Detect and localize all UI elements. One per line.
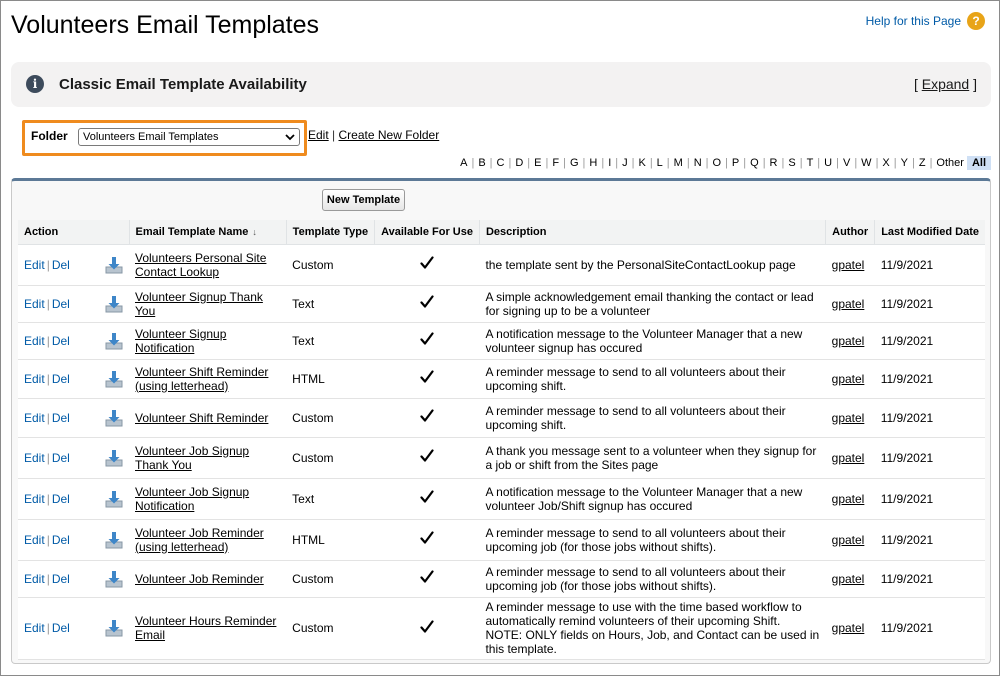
author-cell [826,359,875,398]
template-name-cell [129,398,286,437]
download-cell [105,437,129,478]
folder-select[interactable] [78,128,300,146]
description-cell: A reminder message to send to all volunteers about their upcoming job (for those jobs without shifts). [479,560,825,597]
header-description[interactable]: Description [479,220,825,244]
template-name-cell [129,560,286,597]
modified-date-cell: 11/9/2021 [875,437,985,478]
alpha-filter-letter[interactable]: S [788,157,796,169]
alpha-filter-letter[interactable]: U [824,157,833,169]
template-name-cell [129,478,286,519]
alpha-separator: | [836,157,839,169]
row-actions: Edit | Del [18,285,105,322]
template-name-link[interactable]: Volunteer Signup Thank You [135,289,263,318]
table-row [18,560,985,597]
author-link[interactable]: gpatel [831,410,865,425]
author-link[interactable]: gpatel [831,450,865,465]
alpha-separator: | [911,157,915,169]
description-cell: A reminder message to send to all volunteers about their upcoming shift. [479,359,825,398]
checkmark-icon [420,295,434,309]
modified-date-cell: 11/9/2021 [875,597,985,659]
template-type-cell: Custom [286,437,374,478]
table-row [18,359,985,398]
alpha-filter-all[interactable]: All [967,156,991,170]
template-name-cell [129,519,286,560]
template-name-cell [129,359,286,398]
alpha-filter-letter[interactable]: C [496,157,505,169]
row-actions: Edit | Del [18,519,105,560]
alpha-filter-letter[interactable]: L [656,157,663,169]
header-modified[interactable]: Last Modified Date [875,220,985,244]
available-cell [375,437,480,478]
template-type-cell: Text [286,478,374,519]
table-row [18,437,985,478]
folder-links: Edit | Create New Folder [308,128,440,142]
available-cell [375,560,480,597]
delete-link[interactable]: Del [51,450,70,465]
delete-link[interactable]: Del [51,410,70,425]
alpha-filter-letter[interactable]: J [622,157,628,169]
alpha-filter-letter[interactable]: I [608,157,612,169]
template-type-cell: Text [286,322,374,359]
template-name-cell [129,437,286,478]
download-icon[interactable] [105,619,123,637]
edit-link[interactable]: Edit [24,333,45,348]
modified-date-cell: 11/9/2021 [875,519,985,560]
template-name-link[interactable]: Volunteer Signup Notification [135,326,227,355]
modified-date-cell: 11/9/2021 [875,285,985,322]
edit-link[interactable]: Edit [24,571,45,586]
alpha-separator: | [666,157,670,169]
checkmark-icon [420,370,434,384]
author-cell [826,437,875,478]
alpha-filter-letter[interactable]: E [534,157,542,169]
row-actions: Edit | Del [18,597,105,659]
table-row [18,478,985,519]
row-actions: Edit | Del [18,560,105,597]
checkmark-icon [420,449,434,463]
alpha-filter-letter[interactable]: N [693,157,702,169]
available-cell [375,597,480,659]
alpha-filter-letter[interactable]: B [478,157,486,169]
download-cell [105,597,129,659]
alpha-separator: | [875,157,879,169]
author-cell [826,285,875,322]
author-link[interactable]: gpatel [831,571,865,586]
template-type-cell: HTML [286,519,374,560]
download-icon[interactable] [105,332,123,350]
modified-date-cell: 11/9/2021 [875,244,985,285]
delete-link[interactable]: Del [51,296,70,311]
download-icon[interactable] [105,570,123,588]
author-link[interactable]: gpatel [831,532,865,547]
available-cell [375,322,480,359]
alpha-separator: | [527,157,531,169]
alpha-filter-letter[interactable]: T [806,157,814,169]
alpha-separator: | [686,157,690,169]
edit-link[interactable]: Edit [24,257,45,272]
template-name-cell [129,322,286,359]
available-cell [375,478,480,519]
alpha-separator: | [508,157,512,169]
row-actions: Edit | Del [18,437,105,478]
header-author[interactable]: Author [826,220,875,244]
modified-date-cell: 11/9/2021 [875,322,985,359]
alpha-filter-letter[interactable]: W [861,157,872,169]
alpha-separator: | [929,157,933,169]
expand-link[interactable]: Expand [921,76,970,92]
header-name[interactable]: Email Template Name ↓ [129,220,286,244]
download-cell [105,478,129,519]
author-link[interactable]: gpatel [831,371,865,386]
template-name-cell [129,244,286,285]
template-type-cell: HTML [286,359,374,398]
download-icon[interactable] [105,256,123,274]
row-actions: Edit | Del [18,322,105,359]
alpha-separator: | [705,157,709,169]
alpha-filter-letter[interactable]: H [589,157,598,169]
folder-select-value: Volunteers Email Templates [83,131,219,143]
author-link[interactable]: gpatel [831,257,865,272]
download-cell [105,244,129,285]
author-cell [826,398,875,437]
author-cell [826,322,875,359]
available-cell [375,244,480,285]
table-row [18,597,985,659]
modified-date-cell: 11/9/2021 [875,560,985,597]
delete-link[interactable]: Del [51,571,70,586]
author-cell [826,519,875,560]
author-cell [826,560,875,597]
author-cell [826,597,875,659]
alpha-filter-letter[interactable]: M [673,157,683,169]
description-cell: A reminder message to send to all volunteers about their upcoming shift. [479,398,825,437]
table-row [18,244,985,285]
question-circle-icon[interactable]: ? [967,12,985,30]
chevron-down-icon [285,132,295,142]
alpha-filter-letter[interactable]: G [569,157,579,169]
alpha-separator: | [489,157,493,169]
template-name-link[interactable]: Volunteer Job Signup Notification [135,484,250,513]
description-cell: A reminder message to send to all volunteers about their upcoming job (for those jobs without shifts). [479,519,825,560]
description-cell: A notification message to the Volunteer Manager that a new volunteer Job/Shift signup has occured [479,478,825,519]
available-cell [375,398,480,437]
alpha-separator: | [762,157,766,169]
template-name-link[interactable]: Volunteer Shift Reminder [135,410,269,425]
download-cell [105,519,129,560]
classic-template-banner [11,62,991,107]
template-name-link[interactable]: Volunteer Shift Reminder (using letterhead) [135,364,269,393]
download-icon[interactable] [105,449,123,467]
table-header-row [18,220,985,244]
alpha-separator: | [563,157,566,169]
alpha-separator: | [631,157,635,169]
row-actions: Edit | Del [18,244,105,285]
template-name-link[interactable]: Volunteer Job Reminder (using letterhead) [135,525,264,554]
description-cell: A notification message to the Volunteer Manager that a new volunteer signup has occured [479,322,825,359]
author-cell [826,244,875,285]
edit-link[interactable]: Edit [24,410,45,425]
author-link[interactable]: gpatel [831,296,865,311]
checkmark-icon [420,490,434,504]
checkmark-icon [420,332,434,346]
delete-link[interactable]: Del [51,257,70,272]
available-cell [375,359,480,398]
alpha-filter-letter[interactable]: V [842,157,851,169]
header-type[interactable]: Template Type [286,220,374,244]
folder-picker-highlight [22,120,307,156]
create-folder-link[interactable]: Create New Folder [338,128,440,142]
template-name-link[interactable]: Volunteer Hours Reminder Email [135,614,277,642]
download-icon[interactable] [105,295,123,313]
delete-link[interactable]: Del [51,371,70,386]
alpha-separator: | [582,157,586,169]
table-row [18,285,985,322]
row-actions: Edit | Del [18,478,105,519]
delete-link[interactable]: Del [51,532,70,547]
download-icon[interactable] [105,370,123,388]
alpha-filter-letter[interactable]: O [712,157,722,169]
row-actions: Edit | Del [18,359,105,398]
checkmark-icon [420,409,434,423]
alpha-separator: | [725,157,728,169]
alpha-separator: | [545,157,549,169]
template-name-cell [129,597,286,659]
alpha-filter-letter[interactable]: Q [750,157,759,169]
template-list [11,178,991,664]
edit-link[interactable]: Edit [24,371,45,386]
template-type-cell: Custom [286,560,374,597]
help-area [866,12,985,30]
description-cell: the template sent by the PersonalSiteContactLookup page [479,244,825,285]
alpha-filter-letter[interactable]: A [460,157,468,169]
description-cell: A thank you message sent to a volunteer when they signup for a job or shift from the Sites page [479,437,825,478]
alpha-separator: | [817,157,821,169]
alpha-filter-letter[interactable]: Z [918,157,926,169]
alpha-filter-letter[interactable]: R [769,157,778,169]
row-actions: Edit | Del [18,398,105,437]
edit-link[interactable]: Edit [24,450,45,465]
modified-date-cell: 11/9/2021 [875,398,985,437]
page-title: Volunteers Email Templates [11,11,320,39]
alpha-separator: | [799,157,803,169]
template-type-cell: Custom [286,597,374,659]
alpha-filter-letter[interactable]: F [552,157,560,169]
author-link[interactable]: gpatel [831,333,865,348]
author-cell [826,478,875,519]
new-template-button[interactable]: New Template [322,189,405,211]
alpha-separator: | [743,157,747,169]
download-cell [105,285,129,322]
template-name-link[interactable]: Volunteer Job Signup Thank You [135,443,250,472]
edit-link[interactable]: Edit [24,491,45,506]
alpha-separator: | [649,157,653,169]
download-cell [105,359,129,398]
checkmark-icon [420,256,434,270]
template-name-cell [129,285,286,322]
info-icon: i [26,75,44,93]
available-cell [375,519,480,560]
banner-title: Classic Email Template Availability [59,76,307,93]
checkmark-icon [420,531,434,545]
download-cell [105,322,129,359]
edit-folder-link[interactable]: Edit [308,128,329,142]
folder-label: Folder [31,129,68,143]
checkmark-icon [420,570,434,584]
edit-link[interactable]: Edit [24,621,45,635]
description-cell: A reminder message to use with the time based workflow to automatically remind volunteers of their upcoming Shift. NOTE: ONLY fields on Hours, Job, and Contact can be used in this template. [479,597,825,659]
download-cell [105,398,129,437]
alpha-separator: | [601,157,605,169]
author-link[interactable]: gpatel [831,491,865,506]
edit-link[interactable]: Edit [24,532,45,547]
checkmark-icon [420,620,434,634]
download-icon[interactable] [105,409,123,427]
modified-date-cell: 11/9/2021 [875,359,985,398]
table-row [18,398,985,437]
alpha-separator: | [471,157,475,169]
alpha-filter-letter[interactable]: Y [900,157,908,169]
templates-table [18,220,985,660]
alpha-separator: | [893,157,897,169]
template-type-cell: Custom [286,398,374,437]
download-icon[interactable] [105,490,123,508]
template-type-cell: Text [286,285,374,322]
alpha-separator: | [615,157,619,169]
alpha-separator: | [781,157,785,169]
template-name-link[interactable]: Volunteers Personal Site Contact Lookup [135,250,267,279]
delete-link[interactable]: Del [51,621,70,635]
banner-expand: [ Expand ] [913,76,977,92]
alpha-filter-letter[interactable]: D [515,157,524,169]
description-cell: A simple acknowledgement email thanking the contact or lead for signing up to be a volunteer [479,285,825,322]
alpha-filter-letter[interactable]: X [882,157,890,169]
alpha-filter-letter[interactable]: K [638,157,646,169]
modified-date-cell: 11/9/2021 [875,478,985,519]
alphabet-filter [459,156,991,170]
download-cell [105,560,129,597]
alpha-separator: | [854,157,858,169]
table-row [18,322,985,359]
alpha-filter-other[interactable]: Other [936,157,964,169]
table-row [18,519,985,560]
download-icon[interactable] [105,531,123,549]
template-type-cell: Custom [286,244,374,285]
template-name-link[interactable]: Volunteer Job Reminder [135,571,264,586]
sort-down-icon: ↓ [252,226,257,237]
author-link[interactable]: gpatel [831,621,865,635]
help-link[interactable]: Help for this Page [865,14,961,28]
available-cell [375,285,480,322]
alpha-filter-letter[interactable]: P [731,157,740,169]
delete-link[interactable]: Del [51,491,70,506]
header-available[interactable]: Available For Use [375,220,480,244]
header-action: Action [18,220,129,244]
delete-link[interactable]: Del [51,333,70,348]
edit-link[interactable]: Edit [24,296,45,311]
